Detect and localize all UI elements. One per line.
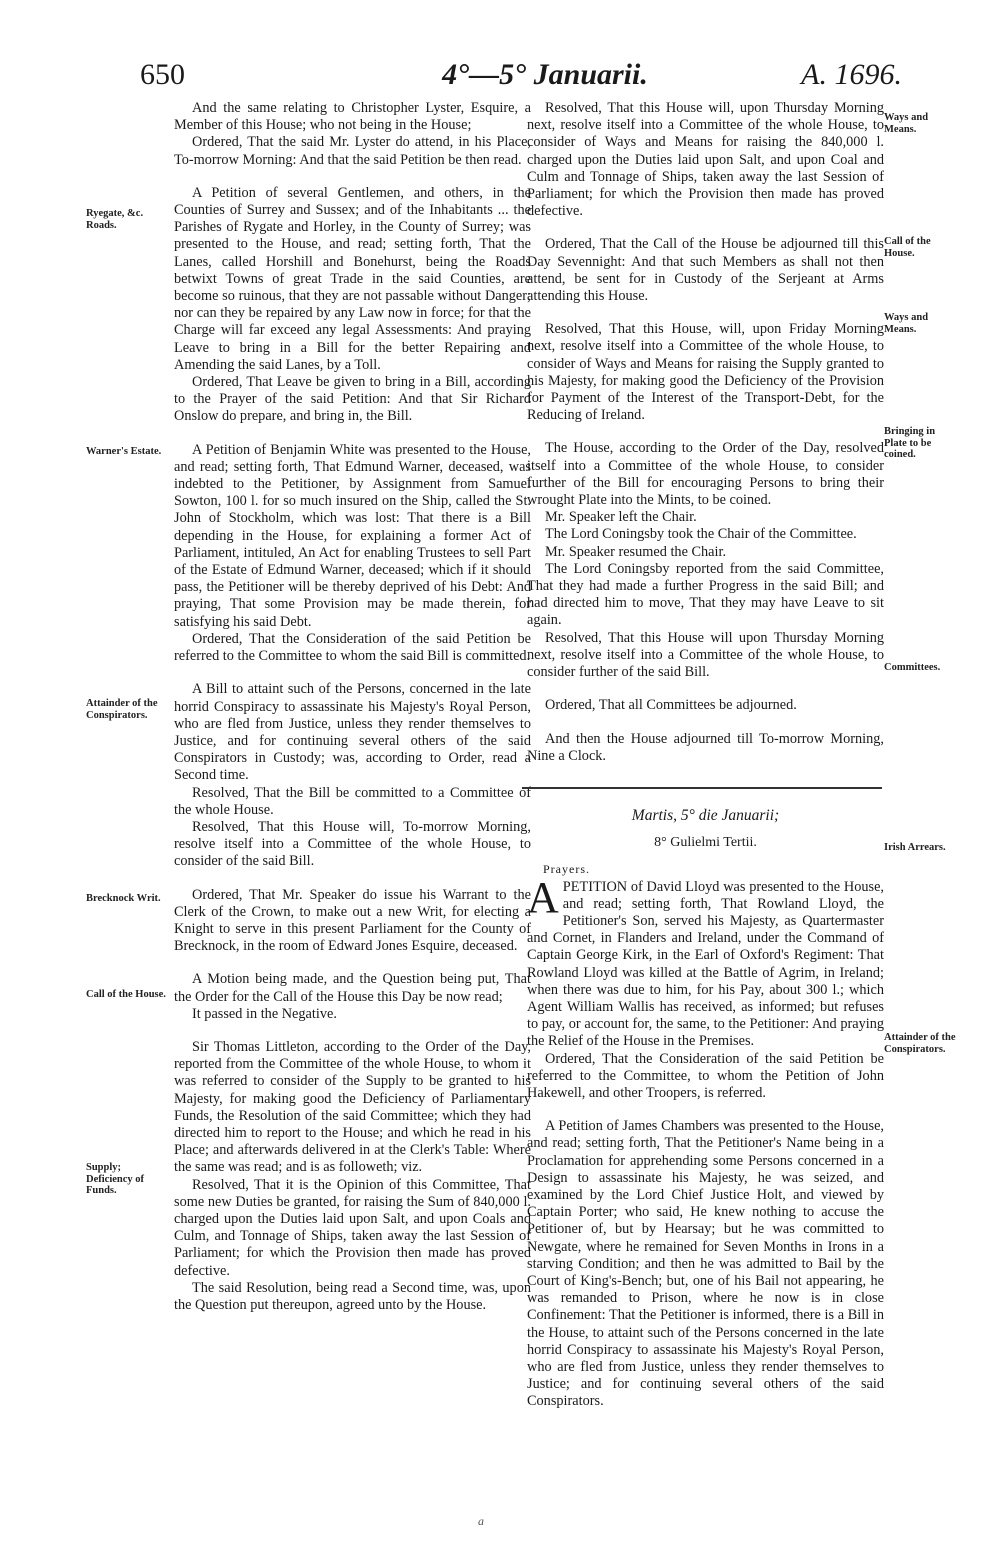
paragraph: A Motion being made, and the Question being put, That the Order for the Call of the House this Day be now read;	[174, 971, 531, 1005]
paragraph: A Bill to attaint such of the Persons, concerned in the late horrid Conspiracy to assassinate his Majesty's Royal Person, who are fled from Justice, unless they render themselves to Justice, and for continuing several others of the said Conspirators in Custody; was, according to Order, read a Second time.	[174, 681, 531, 784]
paragraph: The House, according to the Order of the Day, resolved itself into a Committee of the whole House, to consider further of the Bill for encouraging Persons to bring their wrought Plate into the Mints, to be coined.	[527, 440, 884, 509]
paragraph: Mr. Speaker resumed the Chair.	[545, 543, 727, 560]
paragraph: Sir Thomas Littleton, according to the Order of the Day, reported from the Committee of the whole House, to whom it was referred to consider of the Supply to be granted to his Majesty, for making good the Deficiency of Parliamentary Funds, the Resolution of the said Committee; which they had directed him to report to the House; and which he read in his Place; and afterwards delivered in at the Clerk's Table: Where the same was read; and is as followeth; viz.	[174, 1038, 531, 1176]
paragraph: Resolved, That this House will upon Thursday Morning next, resolve itself into a Committee of the whole House, to consider further of the said Bill.	[527, 629, 884, 681]
paragraph: Resolved, That the Bill be committed to a Committee of the whole House.	[174, 784, 531, 818]
paragraph: Resolved, That this House will, upon Thursday Morning next, resolve itself into a Committee of the whole House, to consider of Ways and Means for raising the 840,000 l. charged upon the Duties laid upon Salt, and upon Coal and Culm and Tonnage of Ships, taken away the last Session of Parliament; for which the Provision then made has proved defective.	[527, 100, 884, 220]
margin-note-ways-2: Ways and Means.	[884, 312, 929, 335]
date-heading: 4°—5° Januarii.	[442, 58, 648, 91]
paragraph: The said Resolution, being read a Second time, was, upon the Question put thereupon, agreed unto by the House.	[174, 1279, 531, 1313]
right-column	[527, 100, 884, 1411]
drop-cap: A	[527, 872, 559, 922]
prayers-label: Prayers.	[543, 862, 590, 877]
paragraph: It passed in the Negative.	[192, 1005, 337, 1022]
margin-note-attainder: Attainder of the Conspirators.	[86, 698, 158, 721]
paragraph: A Petition of several Gentlemen, and others, in the Counties of Surrey and Sussex; and of the Inhabitants ... the Parishes of Rygate and Horley, in the County of Surrey; was presented to the House, and read; setting forth, That the Lanes, called Horshill and Bonehurst, being the Roads betwixt Towns of great Trade in the said Counties, are become so ruinous, that they are not passable without Danger; nor can they be repaired by any Law now in force; for that the Charge will far exceed any legal Assessments: And praying Leave to bring in a Bill for the better Repairing and Amending the said Lanes, by a Toll.	[174, 184, 531, 373]
paragraph: Ordered, That all Committees be adjourned.	[545, 697, 797, 714]
margin-note-ryegate: Ryegate, &c. Roads.	[86, 208, 144, 231]
margin-note-committees: Committees.	[884, 662, 941, 673]
paragraph: The Lord Coningsby reported from the said Committee, That they had made a further Progress in the said Bill; and had directed him to move, That they may have Leave to sit again.	[527, 560, 884, 629]
paragraph: Ordered, That the Call of the House be adjourned till this Day Sevennight: And that such Members as shall not then attend, be sent for in Custody of the Serjeant at Arms attending this House.	[527, 236, 884, 305]
paragraph: And then the House adjourned till To-morrow Morning, Nine a Clock.	[527, 730, 884, 764]
margin-note-attainder-right: Attainder of the Conspirators.	[884, 1032, 956, 1055]
margin-note-call-left: Call of the House.	[86, 989, 166, 1000]
margin-note-plate: Bringing in Plate to be coined.	[884, 426, 936, 460]
margin-note-call-right: Call of the House.	[884, 236, 931, 259]
paragraph	[527, 872, 884, 1051]
paragraph: Ordered, That Leave be given to bring in a Bill, according to the Prayer of the said Petition: And that Sir Richard Onslow do prepare, and bring in, the Bill.	[174, 374, 531, 425]
paragraph: Resolved, That this House will, To-morrow Morning, resolve itself into a Committee of the whole House, to consider of the said Bill.	[174, 818, 531, 870]
page-number: 650	[140, 58, 185, 91]
paragraph: A Petition of James Chambers was presented to the House, and read; setting forth, That the Petitioner's Name being in a Proclamation for apprehending some Persons concerned in a Design to assassinate his Majesty, he was seized, and examined by the Lord Chief Justice Holt, and viewed by Captain Porter; who said, He knew nothing to accuse the Petitioner of, but by Hearsay; but he was committed to Newgate, where he remained for Seven Months in Irons in a starving Condition; and then he was admitted to Bail by the Court of King's-Bench; but, one of his Bail not appearing, he was remanded to Prison, where he now is in close Confinement: That the Petitioner is informed, there is a Bill in the House, to attaint such of the Persons concerned in the late horrid Conspiracy to assassinate his Majesty's Royal Person, who are fled from Justice, unless they render themselves to Justice; and for continuing several others of the said Conspirators.	[527, 1118, 884, 1410]
paragraph: Ordered, That the Consideration of the said Petition be referred to the Committee to whom the said Bill is committed.	[174, 630, 531, 665]
margin-note-warner: Warner's Estate.	[86, 446, 162, 457]
paragraph-text: PETITION of David Lloyd was presented to the House, and read; setting forth, That Rowland Lloyd, the Petitioner's Son, served his Majesty, as Quartermaster and Cornet, in Flanders and Ireland, under the Command of Captain George Kirk, in the Earl of Oxford's Regiment: That Rowland Lloyd was killed at the Battle of Agrim, in Ireland; when there was due to him, for his Pay, about 300 l.; which Agent William Wallis has received, as informed; but refuses to pay, or account for, the same, to the Petitioner: And praying the Relief of the House in the Premises.	[527, 878, 884, 1050]
regnal-year: 8° Gulielmi Tertii.	[654, 835, 757, 851]
margin-note-supply: Supply; Deficiency of Funds.	[86, 1162, 145, 1196]
margin-note-ways-1: Ways and Means.	[884, 112, 929, 135]
day-heading: Martis, 5° die Januarii;	[631, 806, 780, 824]
paragraph: Resolved, That it is the Opinion of this Committee, That some new Duties be granted, for raising the Sum of 840,000 l. charged upon the Duties laid upon Salt, and upon Coals and Culm, and Tonnage of Ships, taken away the last Session of Parliament; for which the Provision then made has proved defective.	[174, 1176, 531, 1279]
margin-note-brecknock: Brecknock Writ.	[86, 893, 161, 904]
paragraph: Mr. Speaker left the Chair.	[545, 509, 697, 526]
paragraph: A Petition of Benjamin White was presented to the House, and read; setting forth, That Edmund Warner, deceased, was indebted to the Petitioner, by Assignment from Samuel Sowton, 100 l. for so much insured on the Ship, called the St. John of Stockholm, which was lost: That there is a Bill depending in the House, for explaining a former Act of Parliament, intituled, An Act for enabling Trustees to sell Part of the Estate of Edmund Warner, deceased; which if it should pass, the Petitioner will be thereby deprived of his Debt: And praying, That some Provision may be made therein, for satisfying his said Debt.	[174, 441, 531, 630]
paragraph: And the same relating to Christopher Lyster, Esquire, a Member of this House; who not being in the House;	[174, 100, 531, 134]
section-rule	[522, 787, 882, 789]
year-heading: A. 1696.	[801, 58, 902, 91]
footer-mark: a	[478, 1514, 484, 1528]
paragraph: Ordered, That Mr. Speaker do issue his Warrant to the Clerk of the Crown, to make out a new Writ, for electing a Knight to serve in this present Parliament for the County of Brecknock, in the room of Edward Jones Esquire, deceased.	[174, 886, 531, 955]
left-column	[174, 100, 531, 1314]
paragraph: Ordered, That the said Mr. Lyster do attend, in his Place, To-morrow Morning: And that the said Petition be then read.	[174, 134, 531, 168]
page-header	[140, 58, 952, 98]
margin-note-irish: Irish Arrears.	[884, 842, 946, 853]
paragraph: Ordered, That the Consideration of the said Petition be referred to the Committee, to whom the Petition of John Hakewell, and other Troopers, is referred.	[527, 1050, 884, 1101]
paragraph: The Lord Coningsby took the Chair of the Committee.	[545, 526, 857, 543]
paragraph: Resolved, That this House, will, upon Friday Morning next, resolve itself into a Committee of the whole House, to consider of Ways and Means for raising the Supply granted to his Majesty, for making good the Deficiency of the Provision for Payment of the Interest of the Transport-Debt, for the Reducing of Ireland.	[527, 321, 884, 424]
